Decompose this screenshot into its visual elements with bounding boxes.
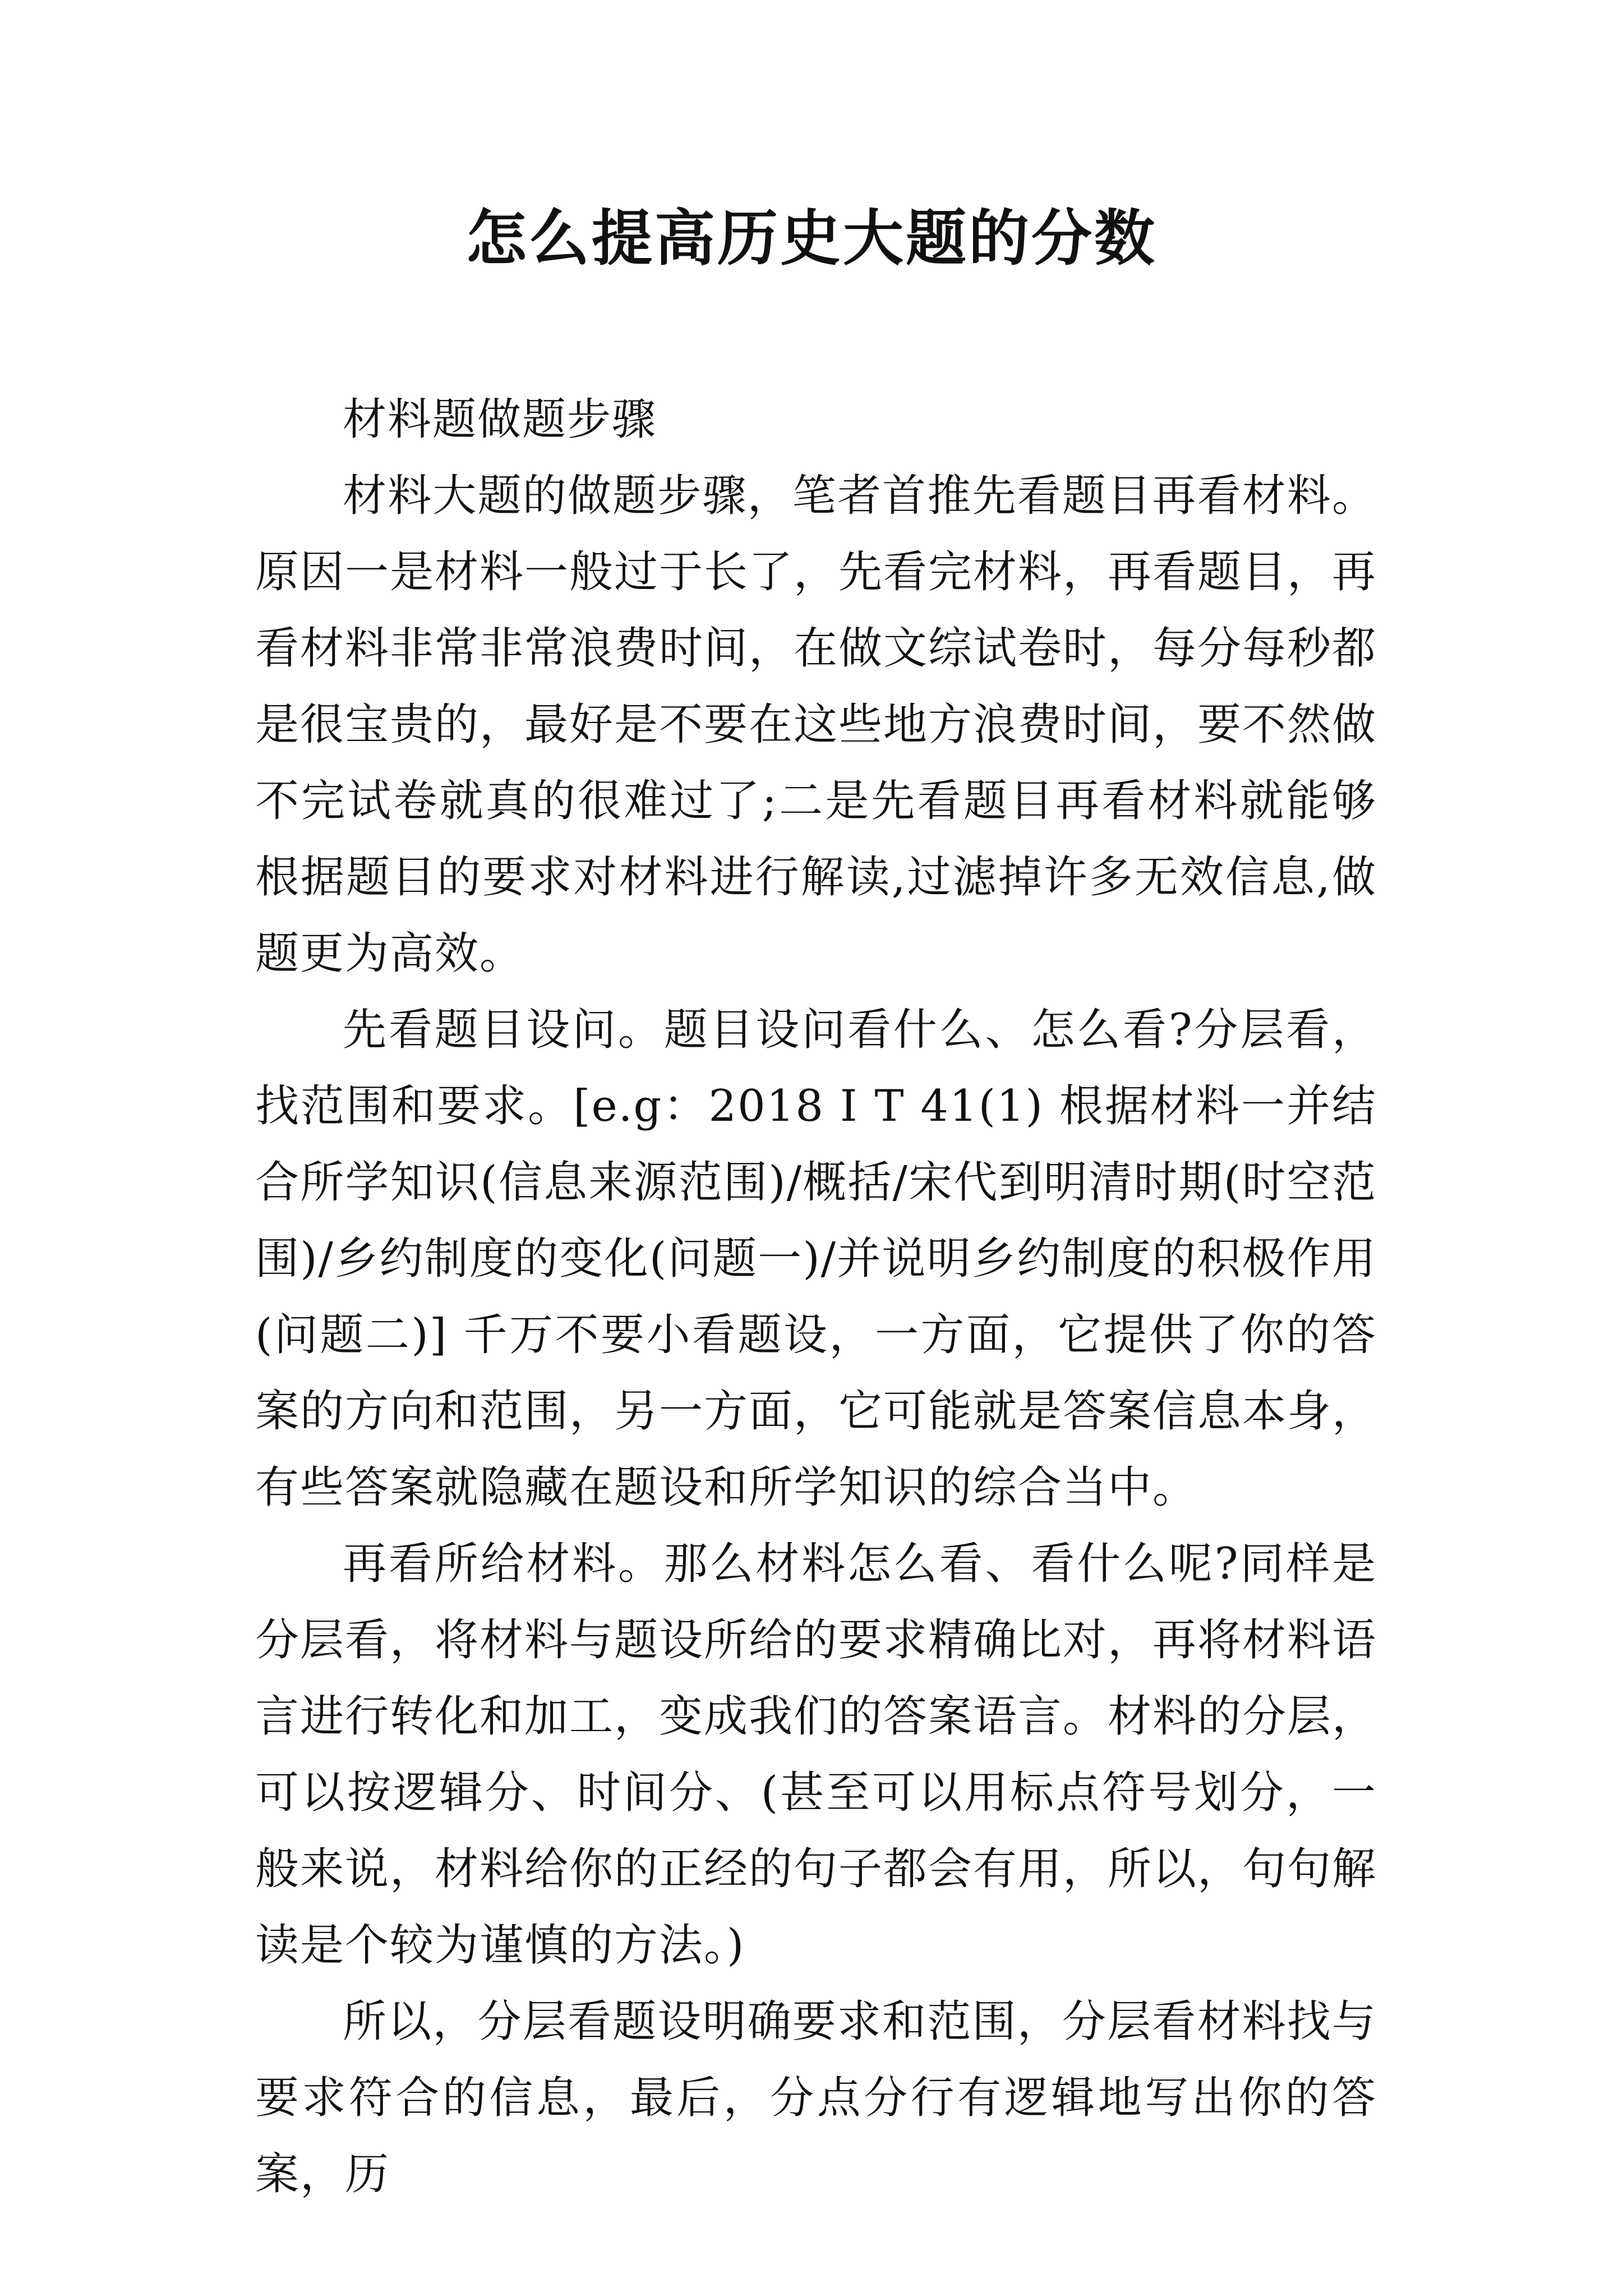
section-heading: 材料题做题步骤 bbox=[343, 394, 657, 445]
paragraph-2: 先看题目设问。题目设问看什么、怎么看?分层看，找范围和要求。[e.g：2018 Ⅰ T 41(1) 根据材料一并结合所学知识(信息来源范围)/概括/宋代到明清时期(时空范围)/乡约制度的变化(问题一)/并说明乡约制度的积极作用(问题二)] 千万不要小看题设，一方面，它提供了你的答案的方向和范围，另一方面，它可能就是答案信息本身，有些答案就隐藏在题设和所学知识的综合当中。 bbox=[255, 1005, 1377, 1513]
paragraph-1: 材料大题的做题步骤，笔者首推先看题目再看材料。原因一是材料一般过于长了，先看完材料，再看题目，再看材料非常非常浪费时间，在做文综试卷时，每分每秒都是很宝贵的，最好是不要在这些地方浪费时间，要不然做不完试卷就真的很难过了;二是先看题目再看材料就能够根据题目的要求对材料进行解读,过滤掉许多无效信息,做题更为高效。 bbox=[255, 471, 1377, 979]
paragraph-3: 再看所给材料。那么材料怎么看、看什么呢?同样是分层看，将材料与题设所给的要求精确比对，再将材料语言进行转化和加工，变成我们的答案语言。材料的分层，可以按逻辑分、时间分、(甚至可以用标点符号划分，一般来说，材料给你的正经的句子都会有用，所以，句句解读是个较为谨慎的方法。) bbox=[255, 1539, 1377, 1971]
paragraph-4: 所以，分层看题设明确要求和范围，分层看材料找与要求符合的信息，最后，分点分行有逻辑地写出你的答案，历 bbox=[255, 1996, 1377, 2200]
document-title: 怎么提高历史大题的分数 bbox=[465, 203, 1157, 274]
document-body bbox=[255, 381, 1377, 2212]
